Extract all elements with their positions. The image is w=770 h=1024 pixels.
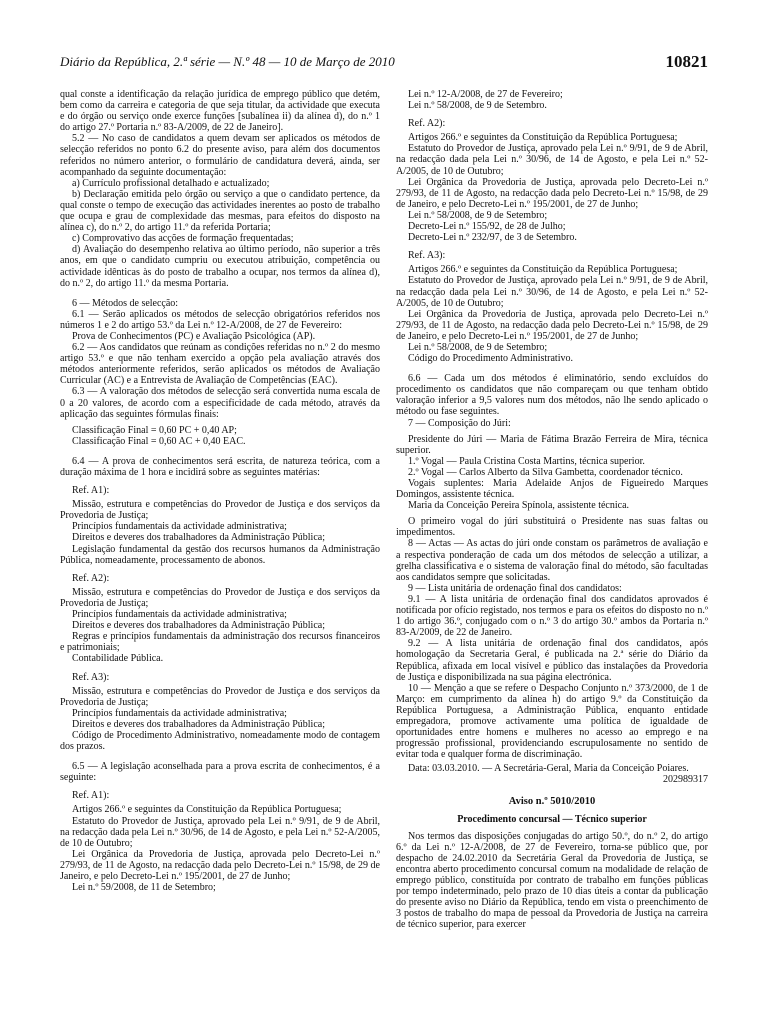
- list-item: Direitos e deveres dos trabalhadores da Administração Pública;: [72, 620, 325, 632]
- paragraph: Nos termos das disposições conjugadas do artigo 50.º, do n.º 2, do artigo 6.º da Lei n.º 12-A/2008, de 27 de Fevereiro, torna-se público que, por despacho de 24.02.2010 da Secretária Geral da Provedoria de Justiça, se encontra aberto procedimento concursal comum na modalidade de relação de emprego público, constituída por contrato de trabalho em funções públicas por tempo indeterminado, pelo prazo de 10 dias úteis a contar da publicação do presente aviso no Diário da República, tendo em vista o preenchimento de 3 postos de trabalho do mapa de pessoal da Provedoria de Justiça na carreira de técnico superior, para exercer: [396, 830, 708, 931]
- list-item: Missão, estrutura e competências do Provedor de Justiça e dos serviços da Provedoria de Justiça;: [60, 586, 380, 609]
- paragraph: 9 — Lista unitária de ordenação final dos candidatos:: [408, 582, 622, 594]
- list-item: Lei n.º 59/2008, de 11 de Setembro;: [72, 882, 216, 894]
- paragraph: b) Declaração emitida pelo órgão ou serviço a que o candidato pertence, da qual conste o tempo de execução das actividades inerentes ao posto de trabalho que ocupa e grau de complexidade das mesmas, para efeitos do disposto na alínea c), do n.º 2, do artigo 11.º da referida Portaria;: [60, 188, 380, 234]
- list-item: Lei Orgânica da Provedoria de Justiça, aprovada pelo Decreto-Lei n.º 279/93, de 11 de Agosto, na redacção dada pelo Decreto-Lei n.º 15/98, de 29 de Janeiro, e pelo Decreto-Lei n.º 195/2001, de 27 de Junho;: [60, 848, 380, 882]
- list-item: Missão, estrutura e competências do Provedor de Justiça e dos serviços da Provedoria de Justiça;: [60, 499, 380, 522]
- notice-title: Aviso n.º 5010/2010: [508, 795, 596, 807]
- reference-label: Ref. A2):: [408, 118, 446, 130]
- list-item: Lei Orgânica da Provedoria de Justiça, aprovada pelo Decreto-Lei n.º 279/93, de 11 de Agosto, na redacção dada pelo Decreto-Lei n.º 15/98, de 29 de Janeiro, e pelo Decreto-Lei n.º 195/2001, de 27 de Junho;: [396, 176, 708, 210]
- list-item: Código de Procedimento Administrativo, nomeadamente modo de contagem dos prazos.: [60, 729, 380, 753]
- document-code: 202989317: [663, 774, 708, 786]
- reference-label: Ref. A1):: [72, 790, 110, 802]
- paragraph: 6.6 — Cada um dos métodos é eliminatório, sendo excluídos do procedimento os candidatos que não compareçam ou que tenham obtido valoração inferior a 9,5 valores num dos métodos, não lhe sendo aplicado o método ou fase seguintes.: [396, 373, 708, 418]
- paragraph: 9.2 — A lista unitária de ordenação final dos candidatos, após homologação da Secretaria Geral, é publicada na 2.ª série do Diário da República, afixada em local visível e público das instalações da Provedoria de Justiça e disponibilizada na sua página electrónica.: [396, 638, 708, 683]
- paragraph: 5.2 — No caso de candidatos a quem devam ser aplicados os métodos de selecção referidos no ponto 6.2 do presente aviso, para além dos documentos referidos no número anterior, o formulário de candidatura deverá, ainda, ser acompanhado da seguinte documentação:: [60, 133, 380, 178]
- list-item: Estatuto do Provedor de Justiça, aprovado pela Lei n.º 9/91, de 9 de Abril, na redacção dada pela Lei n.º 30/96, de 14 de Agosto, e pela Lei n.º 52-A/2005, de 10 de Outubro;: [396, 143, 708, 177]
- list-item: Lei n.º 12-A/2008, de 27 de Fevereiro;: [408, 89, 563, 100]
- paragraph: O primeiro vogal do júri substituirá o Presidente nas suas faltas ou impedimentos.: [396, 516, 708, 539]
- paragraph: Prova de Conhecimentos (PC) e Avaliação Psicológica (AP).: [72, 330, 316, 342]
- section-heading: 6 — Métodos de selecção:: [72, 297, 179, 309]
- jury-member: Maria da Conceição Pereira Spínola, assistente técnica.: [408, 500, 630, 512]
- page-header: [60, 52, 708, 74]
- paragraph: 8 — Actas — As actas do júri onde constam os parâmetros de avaliação e a respectiva ponderação de cada um dos métodos de selecção a utilizar, a grelha classificativa e o sistema de valoração final do método, são facultadas aos candidatos sempre que solicitadas.: [396, 538, 708, 583]
- paragraph: a) Currículo profissional detalhado e actualizado;: [72, 177, 270, 189]
- list-item: Decreto-Lei n.º 232/97, de 3 de Setembro.: [408, 232, 577, 244]
- paragraph: 6.3 — A valoração dos métodos de selecção será convertida numa escala de 0 a 20 valores, de acordo com a especificidade de cada método, através da aplicação das seguintes fórmulas finais:: [60, 386, 380, 420]
- left-column: [60, 89, 380, 893]
- list-item: Princípios fundamentais da actividade administrativa;: [72, 707, 287, 719]
- formula: Classificação Final = 0,60 AC + 0,40 EAC.: [72, 435, 246, 447]
- reference-label: Ref. A1):: [72, 485, 110, 497]
- list-item: Missão, estrutura e competências do Provedor de Justiça e dos serviços da Provedoria de Justiça;: [60, 685, 380, 708]
- list-item: Princípios fundamentais da actividade administrativa;: [72, 609, 287, 621]
- jury-member: Vogais suplentes: Maria Adelaide Anjos de Figueiredo Marques Domingos, assistente técnica.: [396, 478, 708, 501]
- list-item: Artigos 266.º e seguintes da Constituição da República Portuguesa;: [72, 804, 342, 816]
- list-item: Princípios fundamentais da actividade administrativa;: [72, 521, 287, 533]
- paragraph: 6.1 — Serão aplicados os métodos de selecção obrigatórios referidos nos números 1 e 2 do artigo 53.º da Lei n.º 12-A/2008, de 27 de Fevereiro:: [60, 308, 380, 331]
- reference-label: Ref. A3):: [72, 671, 110, 683]
- list-item: Código do Procedimento Administrativo.: [408, 353, 573, 365]
- formula: Classificação Final = 0,60 PC + 0,40 AP;: [72, 424, 237, 436]
- paragraph: 6.4 — A prova de conhecimentos será escrita, de natureza teórica, com a duração máxima de 1 hora e incidirá sobre as seguintes matérias:: [60, 455, 380, 478]
- list-item: Artigos 266.º e seguintes da Constituição da República Portuguesa;: [408, 132, 678, 144]
- paragraph: 10 — Menção a que se refere o Despacho Conjunto n.º 373/2000, de 1 de Março: em cumprimento da alínea h) do artigo 9.º da Constituição da República Portuguesa, a Administração Pública, enquanto entidade empregadora, promove activamente uma política de igualdade de oportunidades entre homens e mulheres no acesso ao emprego e na progressão profissional, providenciando escrupulosamente no sentido de evitar toda e qualquer forma de discriminação.: [396, 682, 708, 761]
- notice-subtitle: Procedimento concursal — Técnico superior: [457, 813, 647, 825]
- paragraph: 9.1 — A lista unitária de ordenação final dos candidatos aprovados é notificada por ofício registado, nos termos e para os efeitos do disposto no n.º 1 do artigo 36.º, conjugado com o n.º 3 do artigo 30.º ambos da Portaria n.º 83-A/2009, de 22 de Janeiro.: [396, 593, 708, 639]
- section-heading: 7 — Composição do Júri:: [408, 417, 511, 429]
- reference-label: Ref. A3):: [408, 250, 446, 262]
- list-item: Lei n.º 58/2008, de 9 de Setembro;: [408, 209, 548, 221]
- paragraph: d) Avaliação do desempenho relativa ao último período, não superior a três anos, em que o candidato cumpriu ou executou atribuição, competência ou actividade idênticas às do posto de trabalho a ocupar, nos termos da alínea d), do n.º 2, do artigo 11.º da mesma Portaria.: [60, 244, 380, 289]
- right-column: [396, 89, 708, 931]
- paragraph: c) Comprovativo das acções de formação frequentadas;: [72, 233, 294, 245]
- list-item: Direitos e deveres dos trabalhadores da Administração Pública;: [72, 718, 325, 730]
- list-item: Contabilidade Pública.: [72, 653, 164, 665]
- list-item: Lei Orgânica da Provedoria de Justiça, aprovada pelo Decreto-Lei n.º 279/93, de 11 de Agosto, na redacção dada pelo Decreto-Lei n.º 15/98, de 29 de Janeiro, e pelo Decreto-Lei n.º 195/2001, de 27 de Junho;: [396, 308, 708, 342]
- list-item: Estatuto do Provedor de Justiça, aprovado pela Lei n.º 9/91, de 9 de Abril, na redacção dada pela Lei n.º 30/96, de 14 de Agosto, e pela Lei n.º 52-A/2005, de 10 de Outubro;: [60, 815, 380, 849]
- paragraph: 6.5 — A legislação aconselhada para a prova escrita de conhecimentos, é a seguinte:: [60, 761, 380, 784]
- list-item: Direitos e deveres dos trabalhadores da Administração Pública;: [72, 532, 325, 544]
- list-item: Legislação fundamental da gestão dos recursos humanos da Administração Pública, nomeadamente, processamento de abonos.: [60, 543, 380, 566]
- jury-member: 2.º Vogal — Carlos Alberto da Silva Gambetta, coordenador técnico.: [408, 466, 683, 478]
- list-item: Decreto-Lei n.º 155/92, de 28 de Julho;: [408, 221, 566, 233]
- list-item: Estatuto do Provedor de Justiça, aprovado pela Lei n.º 9/91, de 9 de Abril, na redacção dada pela Lei n.º 30/96, de 14 de Agosto, e pela Lei n.º 52-A/2005, de 10 de Outubro;: [396, 275, 708, 309]
- jury-member: Presidente do Júri — Maria de Fátima Brazão Ferreira de Mira, técnica superior.: [396, 433, 708, 456]
- page-number: 10821: [665, 52, 708, 71]
- paragraph: qual conste a identificação da relação jurídica de emprego público que detém, bem como da carreira e categoria de que seja titular, da actividade que executa e do órgão ou serviço onde exerce funções [subalínea ii) da alínea d), do n.º 1 do artigo 27.º Portaria n.º 83-A/2009, de 22 de Janeiro].: [60, 89, 380, 134]
- paragraph: 6.2 — Aos candidatos que reúnam as condições referidas no n.º 2 do mesmo artigo 53.º e que não tenham exercido a opção pela avaliação através dos métodos anteriormente referidos, serão aplicados os métodos de Avaliação Curricular (AC) e a Entrevista de Avaliação de Competências (EAC).: [60, 342, 380, 387]
- list-item: Artigos 266.º e seguintes da Constituição da República Portuguesa;: [408, 264, 678, 276]
- reference-label: Ref. A2):: [72, 572, 110, 584]
- jury-member: 1.º Vogal — Paula Cristina Costa Martins, técnica superior.: [408, 455, 645, 467]
- list-item: Lei n.º 58/2008, de 9 de Setembro;: [408, 341, 548, 353]
- signature-line: Data: 03.03.2010. — A Secretária-Geral, Maria da Conceição Poiares.: [408, 763, 689, 775]
- list-item: Lei n.º 58/2008, de 9 de Setembro.: [408, 100, 547, 112]
- journal-title: Diário da República, 2.ª série — N.º 48 — 10 de Março de 2010: [60, 54, 395, 69]
- list-item: Regras e princípios fundamentais da administração dos recursos financeiros e patrimoniais;: [60, 631, 380, 654]
